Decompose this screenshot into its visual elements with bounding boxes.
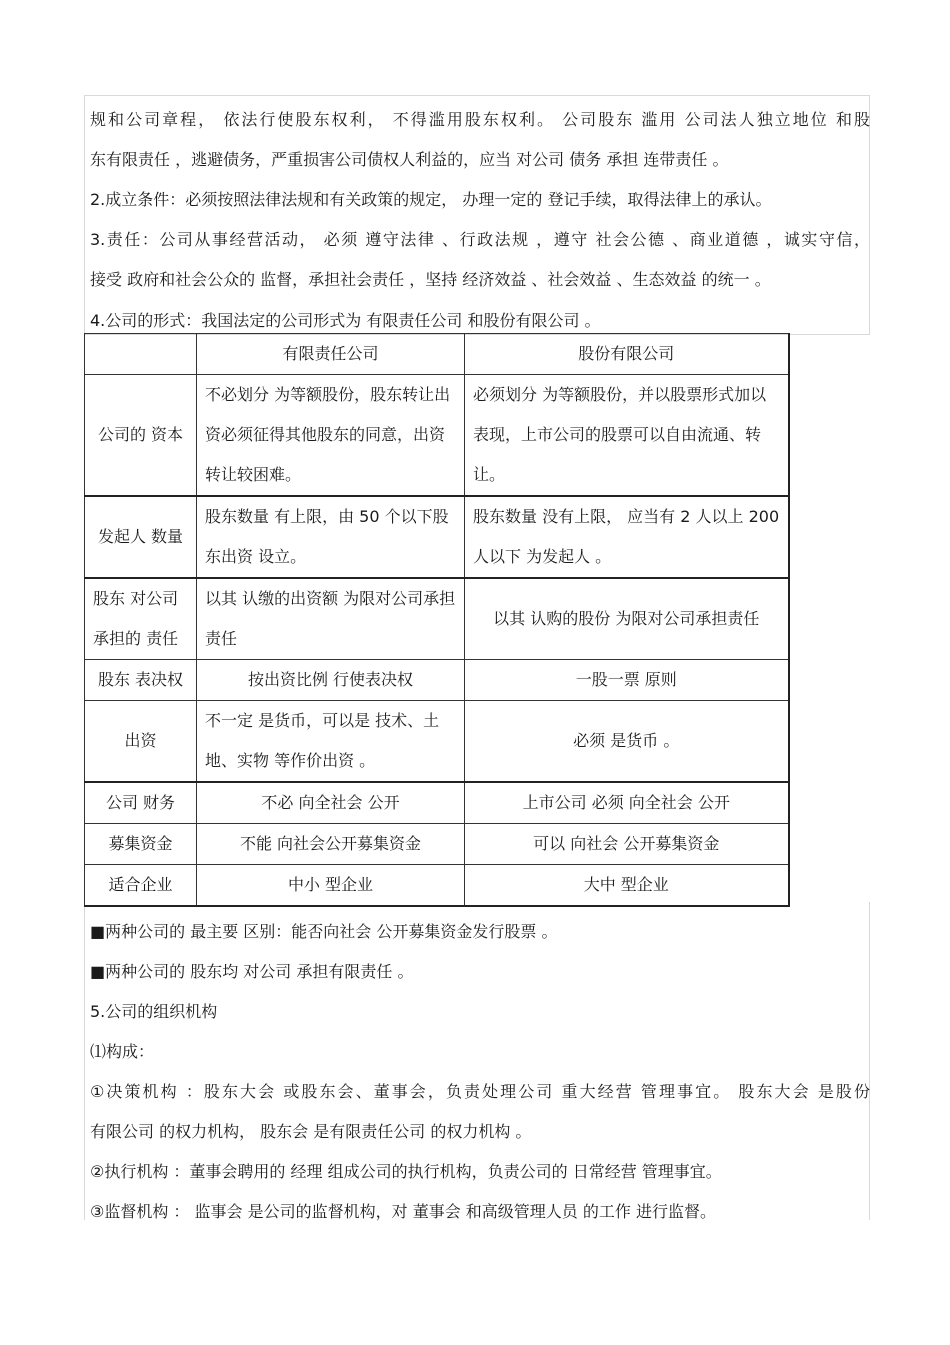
table-header-cell xyxy=(85,334,197,375)
table-cell: 必须 是货币 。 xyxy=(465,701,789,783)
row-label: 股东 表决权 xyxy=(85,660,197,701)
table-row xyxy=(85,824,789,865)
sub-heading: ⑴构成： xyxy=(90,1042,155,1061)
table-cell: 以其 认缴的出资额 为限对公司承担责任 xyxy=(197,578,465,660)
text-line: 东有限责任 ，逃避债务，严重损害公司债权人利益的，应当 对公司 债务 承担 连带责任 。 xyxy=(90,150,729,169)
text-line: ②执行机构 ：董事会聘用的 经理 组成公司的执行机构，负责公司的 日常经营 管理事宜。 xyxy=(90,1162,722,1181)
table-cell: 不必划分 为等额股份，股东转让出资必须征得其他股东的同意，出资转让较困难。 xyxy=(197,375,465,497)
text-line: 2.成立条件：必须按照法律法规和有关政策的规定， 办理一定的 登记手续，取得法律上的承认。 xyxy=(90,190,772,209)
table-cell: 不必 向全社会 公开 xyxy=(197,782,465,824)
table-cell: 股东数量 没有上限， 应当有 2 人以上 200 人以下 为发起人 。 xyxy=(465,496,789,578)
table-header-row xyxy=(85,334,789,375)
table-cell: 不一定 是货币，可以是 技术、土地、实物 等作价出资 。 xyxy=(197,701,465,783)
row-label: 股东 对公司承担的 责任 xyxy=(85,578,197,660)
table-header-cell: 股份有限公司 xyxy=(465,334,789,375)
text-line: 接受 政府和社会公众的 监督，承担社会责任 ，坚持 经济效益 、社会效益 、生态效益 的统一 。 xyxy=(90,270,771,289)
row-label: 适合企业 xyxy=(85,865,197,907)
text-line: 4.公司的形式：我国法定的公司形式为 有限责任公司 和股份有限公司 。 xyxy=(90,311,601,330)
table-cell: 一股一票 原则 xyxy=(465,660,789,701)
table-cell: 中小 型企业 xyxy=(197,865,465,907)
table-cell: 以其 认购的股份 为限对公司承担责任 xyxy=(465,578,789,660)
row-label: 出资 xyxy=(85,701,197,783)
summary-bullet: ■两种公司的 最主要 区别：能否向社会 公开募集资金发行股票 。 xyxy=(90,922,558,941)
row-label: 公司的 资本 xyxy=(85,375,197,497)
row-label: 发起人 数量 xyxy=(85,496,197,578)
table-row xyxy=(85,701,789,783)
section-heading: 5.公司的组织机构 xyxy=(90,1002,218,1021)
table-row xyxy=(85,782,789,824)
table-cell: 必须划分 为等额股份，并以股票形式加以表现，上市公司的股票可以自由流通、转让。 xyxy=(465,375,789,497)
text-line: ③监督机构 ： 监事会 是公司的监督机构，对 董事会 和高级管理人员 的工作 进行监督。 xyxy=(90,1202,716,1221)
table-cell: 上市公司 必须 向全社会 公开 xyxy=(465,782,789,824)
table-header-cell: 有限责任公司 xyxy=(197,334,465,375)
table-row xyxy=(85,375,789,497)
table-cell: 大中 型企业 xyxy=(465,865,789,907)
table-cell: 股东数量 有上限，由 50 个以下股东出资 设立。 xyxy=(197,496,465,578)
table-row xyxy=(85,660,789,701)
company-comparison-table xyxy=(84,333,790,907)
row-label: 募集资金 xyxy=(85,824,197,865)
table-row xyxy=(85,496,789,578)
table-cell: 按出资比例 行使表决权 xyxy=(197,660,465,701)
table-row xyxy=(85,578,789,660)
text-line: 有限公司 的权力机构， 股东会 是有限责任公司 的权力机构 。 xyxy=(90,1122,532,1141)
table-cell: 可以 向社会 公开募集资金 xyxy=(465,824,789,865)
text-line: 3.责任：公司从事经营活动， 必须 遵守法律 、行政法规 ，遵守 社会公德 、商业道德 ，诚实守信， xyxy=(90,230,870,249)
row-label: 公司 财务 xyxy=(85,782,197,824)
top-text-frame xyxy=(84,95,870,335)
summary-bullet: ■两种公司的 股东均 对公司 承担有限责任 。 xyxy=(90,962,414,981)
table-cell: 不能 向社会公开募集资金 xyxy=(197,824,465,865)
text-line: 规和公司章程， 依法行使股东权利， 不得滥用股东权利。 公司股东 滥用 公司法人独立地位 和股 xyxy=(90,110,870,129)
table-row xyxy=(85,865,789,907)
text-line: ①决策机构 ：股东大会 或股东会、董事会，负责处理公司 重大经营 管理事宜。 股东大会 是股份 xyxy=(90,1082,870,1101)
